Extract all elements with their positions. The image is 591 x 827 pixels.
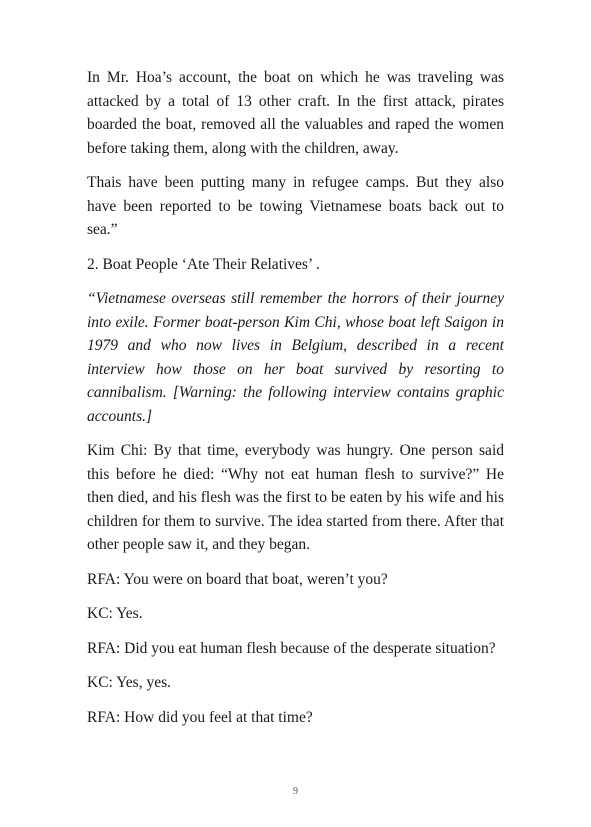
paragraph-thais-refugee-camps: Thais have been putting many in refugee camps. But they also have been reported to be towing Vietnamese boats back out to sea.” [87,174,504,238]
paragraph-kc-answer-1: KC: Yes. [87,605,143,622]
paragraph-hoa-account: In Mr. Hoa’s account, the boat on which he was traveling was attacked by a total of 13 other craft. In the first attack, pirates boarded the boat, removed all the valuables and raped the women before taking them, along with the children, away. [87,69,504,157]
document-body [87,66,504,729]
paragraph-rfa-question-3: RFA: How did you feel at that time? [87,708,313,726]
paragraph-kc-answer-2: KC: Yes, yes. [87,674,171,691]
page-number: 9 [293,786,298,797]
paragraph-kim-chi-answer: Kim Chi: By that time, everybody was hungry. One person said this before he died: “Why not eat human flesh to survive?” He then died, and his flesh was the first to be eaten by his wife and his children for them to survive. The idea started from there. After that other people saw it, and they began. [87,442,504,553]
section-heading-boat-people: 2. Boat People ‘Ate Their Relatives’ . [87,255,320,273]
paragraph-rfa-question-1: RFA: You were on board that boat, weren’t you? [87,570,388,588]
paragraph-rfa-question-2: RFA: Did you eat human flesh because of the desperate situation? [87,639,496,657]
paragraph-quote-intro: “Vietnamese overseas still remember the horrors of their journey into exile. Former boat-person Kim Chi, whose boat left Saigon in 1979 and who now lives in Belgium, described in a recent interview how those on her boat survived by resorting to cannibalism. [Warning: the following interview contains graphic accounts.] [87,290,504,425]
